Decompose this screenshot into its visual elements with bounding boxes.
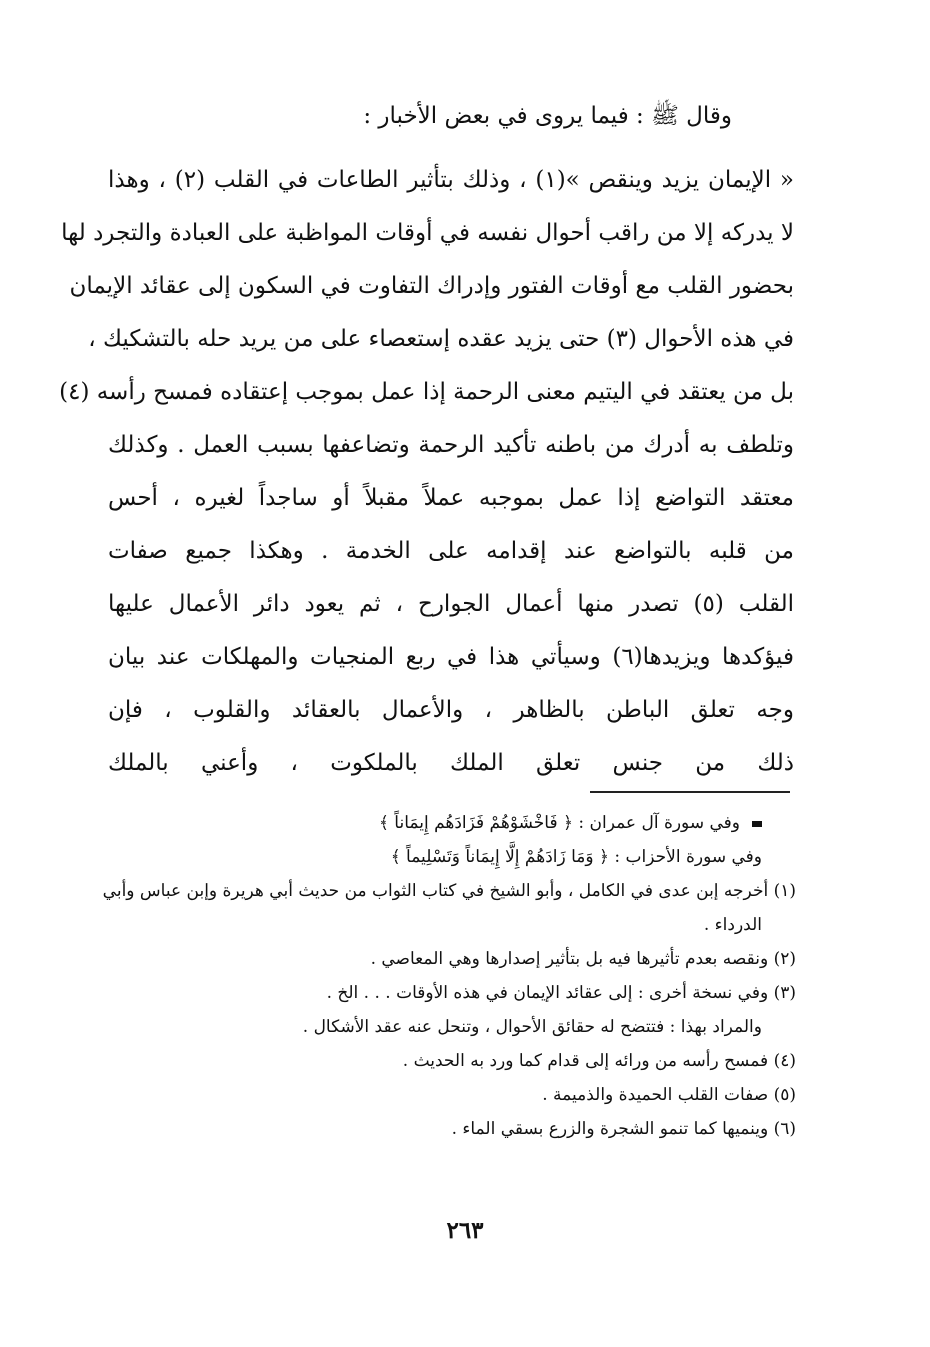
footnote-divider bbox=[590, 791, 790, 793]
text-line: من قلبه بالتواضع عند إقدامه على الخدمة . وهكذا جميع صفات bbox=[108, 538, 794, 564]
text-line: فيؤكدها ويزيدها(٦) وسيأتي هذا في ربع المنجيات والمهلكات عند بيان bbox=[108, 644, 794, 670]
footnote-2: (٢) ونقصه بعدم تأثيرها فيه بل بتأثير إصدارها وهي المعاصي . bbox=[370, 949, 796, 969]
intro-line: وقال ﷺ : فيما يروى في بعض الأخبار : bbox=[363, 103, 732, 129]
bullet-icon bbox=[752, 821, 762, 827]
text-line: « الإيمان يزيد وينقص »(١) ، وذلك بتأثير الطاعات في القلب (٢) ، وهذا bbox=[108, 167, 795, 193]
footnote-3: (٣) وفي نسخة أخرى : إلى عقائد الإيمان في هذه الأوقات . . . الخ . bbox=[326, 983, 796, 1003]
footnote-star-2: وفي سورة الأحزاب : ﴿ وَمَا زَادَهُمْ إِلَّا إِيمَاناً وَتَسْلِيماً ﴾ bbox=[390, 847, 762, 867]
footnote-3-continued: والمراد بهذا : فتتضح له حقائق الأحوال ، وتنحل عنه عقد الأشكال . bbox=[302, 1017, 762, 1037]
text-line: معتقد التواضع إذا عمل بموجبه عملاً مقبلاً أو ساجداً لغيره ، أحس bbox=[108, 485, 794, 511]
text-line: بحضور القلب مع أوقات الفتور وإدراك التفاوت في السكون إلى عقائد الإيمان bbox=[69, 273, 794, 299]
text-line: القلب (٥) تصدر منها أعمال الجوارح ، ثم يعود دائر الأعمال عليها bbox=[108, 591, 794, 617]
text-line: في هذه الأحوال (٣) حتى يزيد عقده إستعصاء على من يريد حله بالتشكيك ، bbox=[88, 326, 794, 352]
footnote-5: (٥) صفات القلب الحميدة والذميمة . bbox=[542, 1085, 796, 1105]
footnote-1-continued: الدرداء . bbox=[703, 915, 762, 935]
footnotes bbox=[70, 806, 796, 1146]
footnote-6: (٦) وينميها كما تنمو الشجرة والزرع بسقي الماء . bbox=[451, 1119, 796, 1139]
text-line: وجه تعلق الباطن بالظاهر ، والأعمال بالعقائد والقلوب ، فإن bbox=[108, 697, 794, 723]
text-line: لا يدركه إلا من راقب أحوال نفسه في أوقات المواظبة على العبادة والتجرد لها bbox=[61, 220, 794, 246]
text-line: ذلك من جنس تعلق الملك بالملكوت ، وأعني بالملك bbox=[108, 750, 794, 776]
footnote-1: (١) أخرجه إبن عدى في الكامل ، وأبو الشيخ في كتاب الثواب من حديث أبي هريرة وإبن عباس وأبي bbox=[102, 881, 796, 901]
main-text bbox=[59, 154, 795, 790]
footnote-star-1 bbox=[70, 806, 796, 840]
text-line: وتلطف به أدرك من باطنه تأكيد الرحمة وتضاعفها بسبب العمل . وكذلك bbox=[108, 432, 794, 458]
footnote-4: (٤) فمسح رأسه من ورائه إلى قدام كما ورد به الحديث . bbox=[402, 1051, 796, 1071]
text-line: بل من يعتقد في اليتيم معنى الرحمة إذا عمل بموجب إعتقاده فمسح رأسه (٤) bbox=[59, 379, 794, 405]
page-number: ٢٦٣ bbox=[446, 1217, 484, 1244]
footnote-text: وفي سورة آل عمران : ﴿ فَاخْشَوْهُمْ فَزَادَهُم إِيمَاناً ﴾ bbox=[378, 813, 740, 833]
